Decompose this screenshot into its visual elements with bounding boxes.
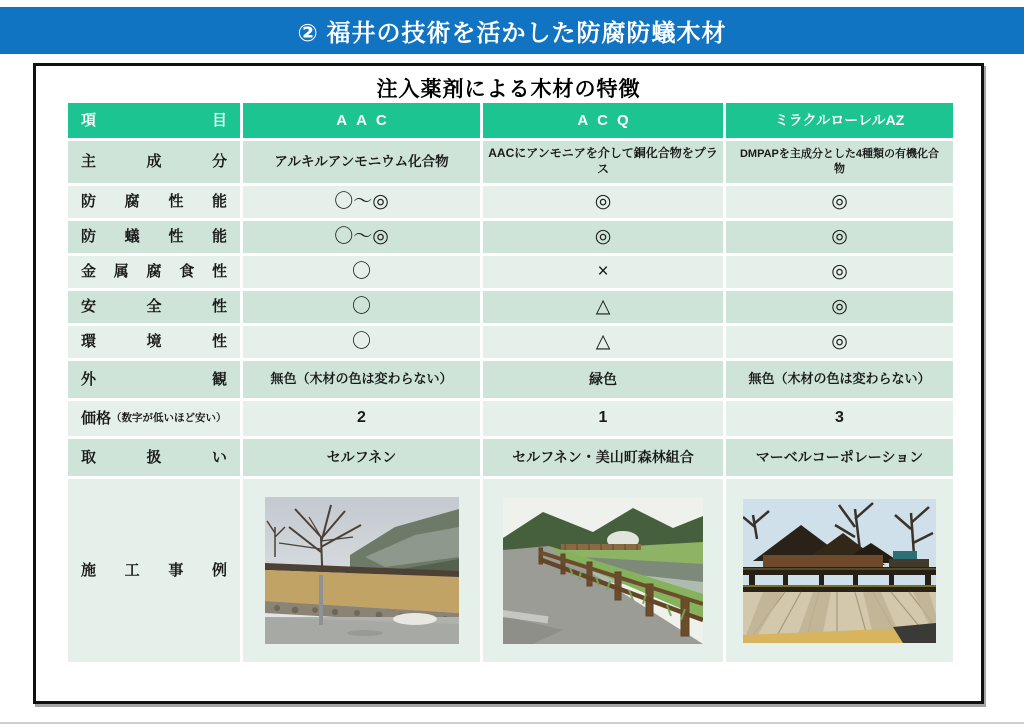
cell-text: 緑色 xyxy=(589,371,617,388)
rating-symbol: △ xyxy=(595,330,611,352)
col-header-aac-label: AAC xyxy=(336,111,396,129)
col-header-aac xyxy=(243,103,480,138)
cell-miracle-termite xyxy=(726,221,953,253)
cell-text: アルキルアンモニウム化合物 xyxy=(274,154,449,170)
col-header-acq xyxy=(483,103,723,138)
row-label-text: 価格 xyxy=(81,409,112,427)
cell-aac-termite xyxy=(243,221,480,253)
cell-acq-example xyxy=(483,479,723,662)
rating-symbol: 〇 xyxy=(351,330,371,352)
cell-miracle-rot xyxy=(726,186,953,218)
rating-symbol: ◎ xyxy=(594,225,612,247)
col-header-miracle xyxy=(726,103,953,138)
row-label-safety xyxy=(68,291,240,323)
rating-symbol: 〇 xyxy=(351,295,371,317)
rating-symbol: 〇〜◎ xyxy=(334,225,389,247)
price-rank: 2 xyxy=(357,409,366,427)
row-label-metal-corrosion xyxy=(68,256,240,288)
row-label-text: 安 全 性 xyxy=(81,298,227,316)
cell-acq-termite xyxy=(483,221,723,253)
table-title: 注入薬剤による木材の特徴 xyxy=(376,78,641,101)
rating-symbol: ◎ xyxy=(831,330,848,352)
row-label-text: 金 属 腐 食 性 xyxy=(81,263,227,281)
cell-acq-main-ingredient xyxy=(483,141,723,183)
cell-text: セルフネン・美山町森林組合 xyxy=(512,449,694,466)
cell-aac-distributor xyxy=(243,439,480,476)
cell-text: 無色（木材の色は変わらない） xyxy=(748,371,931,387)
cell-acq-price xyxy=(483,401,723,436)
col-header-item xyxy=(68,103,240,138)
cell-text: AACにアンモニアを介して銅化合物をプラス xyxy=(488,146,718,176)
rating-symbol: 〇〜◎ xyxy=(334,190,389,212)
cell-text: 無色（木材の色は変わらない） xyxy=(270,371,453,387)
cell-miracle-price xyxy=(726,401,953,436)
cell-aac-main-ingredient xyxy=(243,141,480,183)
price-rank: 3 xyxy=(835,409,844,427)
row-label-text: 環 境 性 xyxy=(81,333,227,351)
rating-symbol: ◎ xyxy=(594,190,612,212)
cell-text: DMPAPを主成分とした4種類の有機化合物 xyxy=(739,147,940,175)
cell-aac-rot xyxy=(243,186,480,218)
rating-symbol: × xyxy=(597,260,609,282)
row-label-examples xyxy=(68,479,240,662)
cell-miracle-safety xyxy=(726,291,953,323)
rating-symbol: ◎ xyxy=(831,225,848,247)
cell-aac-environment xyxy=(243,326,480,358)
photo-acq-construction-example xyxy=(503,498,703,644)
feature-table xyxy=(68,103,953,662)
cell-aac-example xyxy=(243,479,480,662)
row-label-main-ingredient xyxy=(68,141,240,183)
row-label-text: 防 腐 性 能 xyxy=(81,193,227,211)
row-label-appearance xyxy=(68,361,240,398)
cell-text: セルフネン xyxy=(326,449,397,466)
cell-aac-metal xyxy=(243,256,480,288)
row-label-distributor xyxy=(68,439,240,476)
cell-aac-safety xyxy=(243,291,480,323)
col-header-miracle-label: ミラクルローレルAZ xyxy=(774,112,905,129)
rating-symbol: ◎ xyxy=(831,190,848,212)
cell-acq-safety xyxy=(483,291,723,323)
rating-symbol: ◎ xyxy=(831,295,848,317)
photo-miracle-construction-example xyxy=(743,499,936,643)
cell-acq-rot xyxy=(483,186,723,218)
rating-symbol: 〇 xyxy=(351,260,371,282)
cell-miracle-environment xyxy=(726,326,953,358)
cell-acq-distributor xyxy=(483,439,723,476)
col-header-item-label: 項 目 xyxy=(81,111,227,129)
cell-aac-appearance xyxy=(243,361,480,398)
row-label-text: 防 蟻 性 能 xyxy=(81,228,227,246)
col-header-acq-label: ACQ xyxy=(577,111,638,129)
rating-symbol: ◎ xyxy=(831,260,848,282)
row-label-text: 取 扱 い xyxy=(81,448,227,466)
cell-miracle-example xyxy=(726,479,953,662)
cell-text: マーベルコーポレーション xyxy=(755,449,924,466)
row-label-text: 外 観 xyxy=(81,370,227,388)
slide-title: ② 福井の技術を活かした防腐防蟻木材 xyxy=(297,20,727,47)
cell-miracle-metal xyxy=(726,256,953,288)
slide-title-bar xyxy=(0,7,1024,54)
row-label-text: 主 成 分 xyxy=(81,153,227,171)
row-label-environment xyxy=(68,326,240,358)
row-label-price xyxy=(68,401,240,436)
content-frame xyxy=(33,63,984,704)
rating-symbol: △ xyxy=(595,295,611,317)
cell-acq-appearance xyxy=(483,361,723,398)
cell-aac-price xyxy=(243,401,480,436)
cell-miracle-main-ingredient xyxy=(726,141,953,183)
row-label-text: 施 工 事 例 xyxy=(81,561,227,579)
cell-miracle-appearance xyxy=(726,361,953,398)
cell-acq-metal xyxy=(483,256,723,288)
cell-acq-environment xyxy=(483,326,723,358)
photo-aac-construction-example xyxy=(265,497,459,644)
row-label-rot-resistance xyxy=(68,186,240,218)
row-label-termite-resistance xyxy=(68,221,240,253)
price-rank: 1 xyxy=(598,409,608,427)
price-note: （数字が低いほど安い） xyxy=(111,411,227,424)
cell-miracle-distributor xyxy=(726,439,953,476)
